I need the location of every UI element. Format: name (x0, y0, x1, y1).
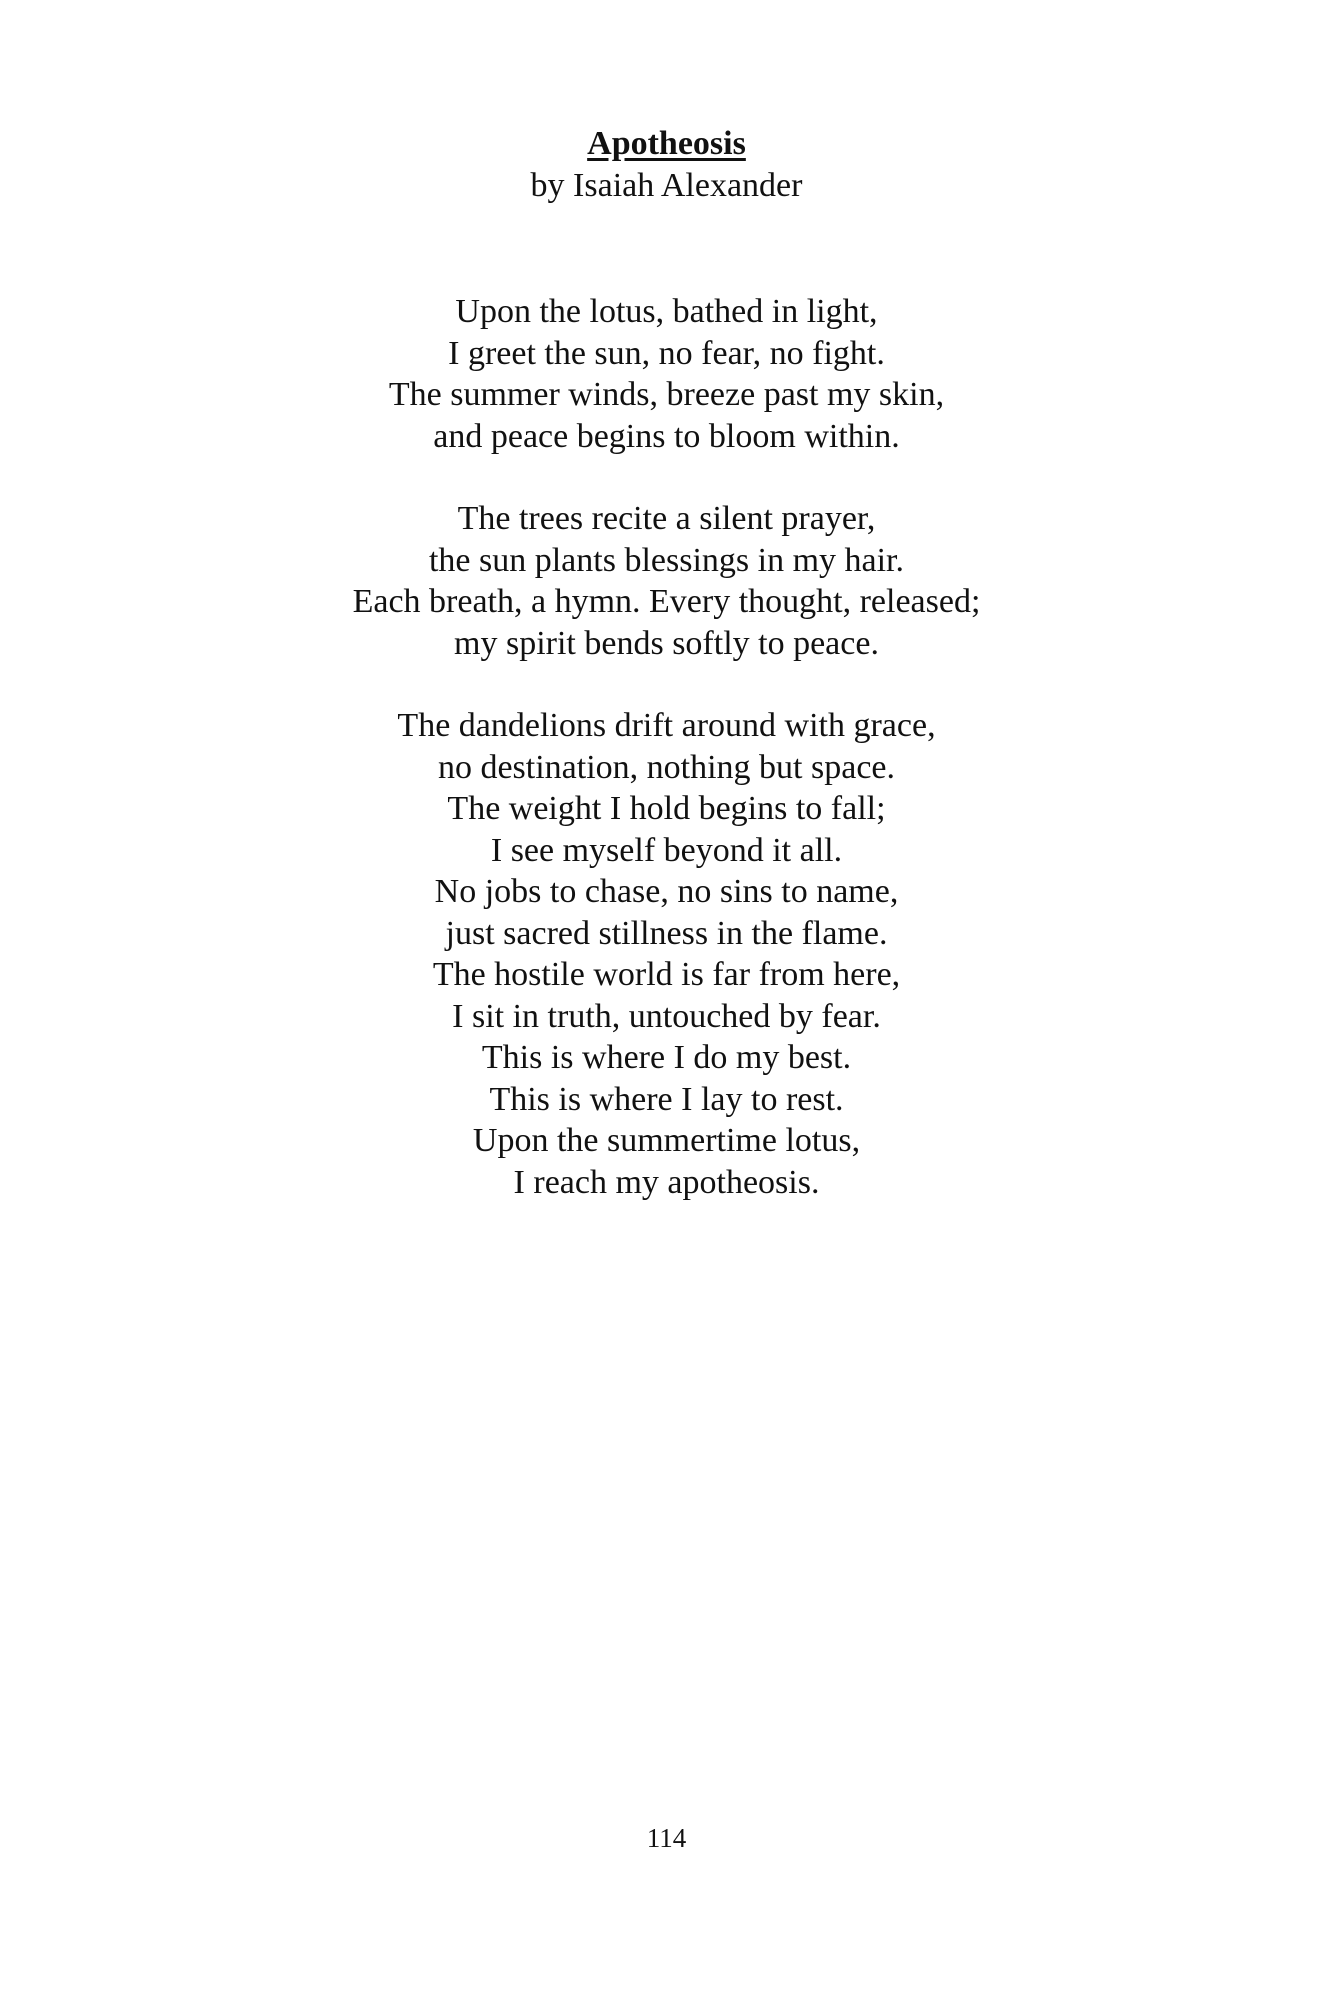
page-number: 114 (646, 1823, 687, 1853)
stanza-3 (0, 705, 1333, 1203)
poem-title: Apotheosis (587, 125, 746, 162)
poem-line: my spirit bends softly to peace. (454, 624, 879, 662)
poem-line: The hostile world is far from here, (432, 956, 901, 993)
poem-line: The trees recite a silent prayer, (457, 500, 876, 537)
poem-line: The dandelions drift around with grace, (397, 707, 936, 744)
poem-line: I reach my apotheosis. (513, 1163, 820, 1201)
poem-line: I see myself beyond it all. (490, 831, 843, 869)
poem-line: just sacred stillness in the flame. (445, 914, 888, 952)
poem-line: Upon the summertime lotus, (472, 1122, 861, 1159)
poem-line: The weight I hold begins to fall; (447, 790, 886, 827)
poem-header (0, 123, 1333, 207)
poem-line: This is where I lay to rest. (489, 1080, 844, 1118)
poem-line: The summer winds, breeze past my skin, (388, 376, 945, 413)
poem-line: This is where I do my best. (481, 1039, 852, 1076)
poem-body (0, 291, 1333, 1244)
stanza-1 (0, 291, 1333, 457)
poem-line: no destination, nothing but space. (437, 748, 896, 786)
stanza-2 (0, 498, 1333, 664)
poem-line: No jobs to chase, no sins to name, (434, 873, 899, 910)
poem-line: I sit in truth, untouched by fear. (452, 997, 881, 1035)
poem-line: I greet the sun, no fear, no fight. (448, 334, 885, 372)
poem-line: Each breath, a hymn. Every thought, released; (352, 583, 981, 620)
poem-byline: by Isaiah Alexander (530, 167, 803, 204)
poem-line: and peace begins to bloom within. (433, 417, 900, 455)
poem-line: the sun plants blessings in my hair. (428, 541, 905, 579)
poem-line: Upon the lotus, bathed in light, (455, 293, 878, 330)
